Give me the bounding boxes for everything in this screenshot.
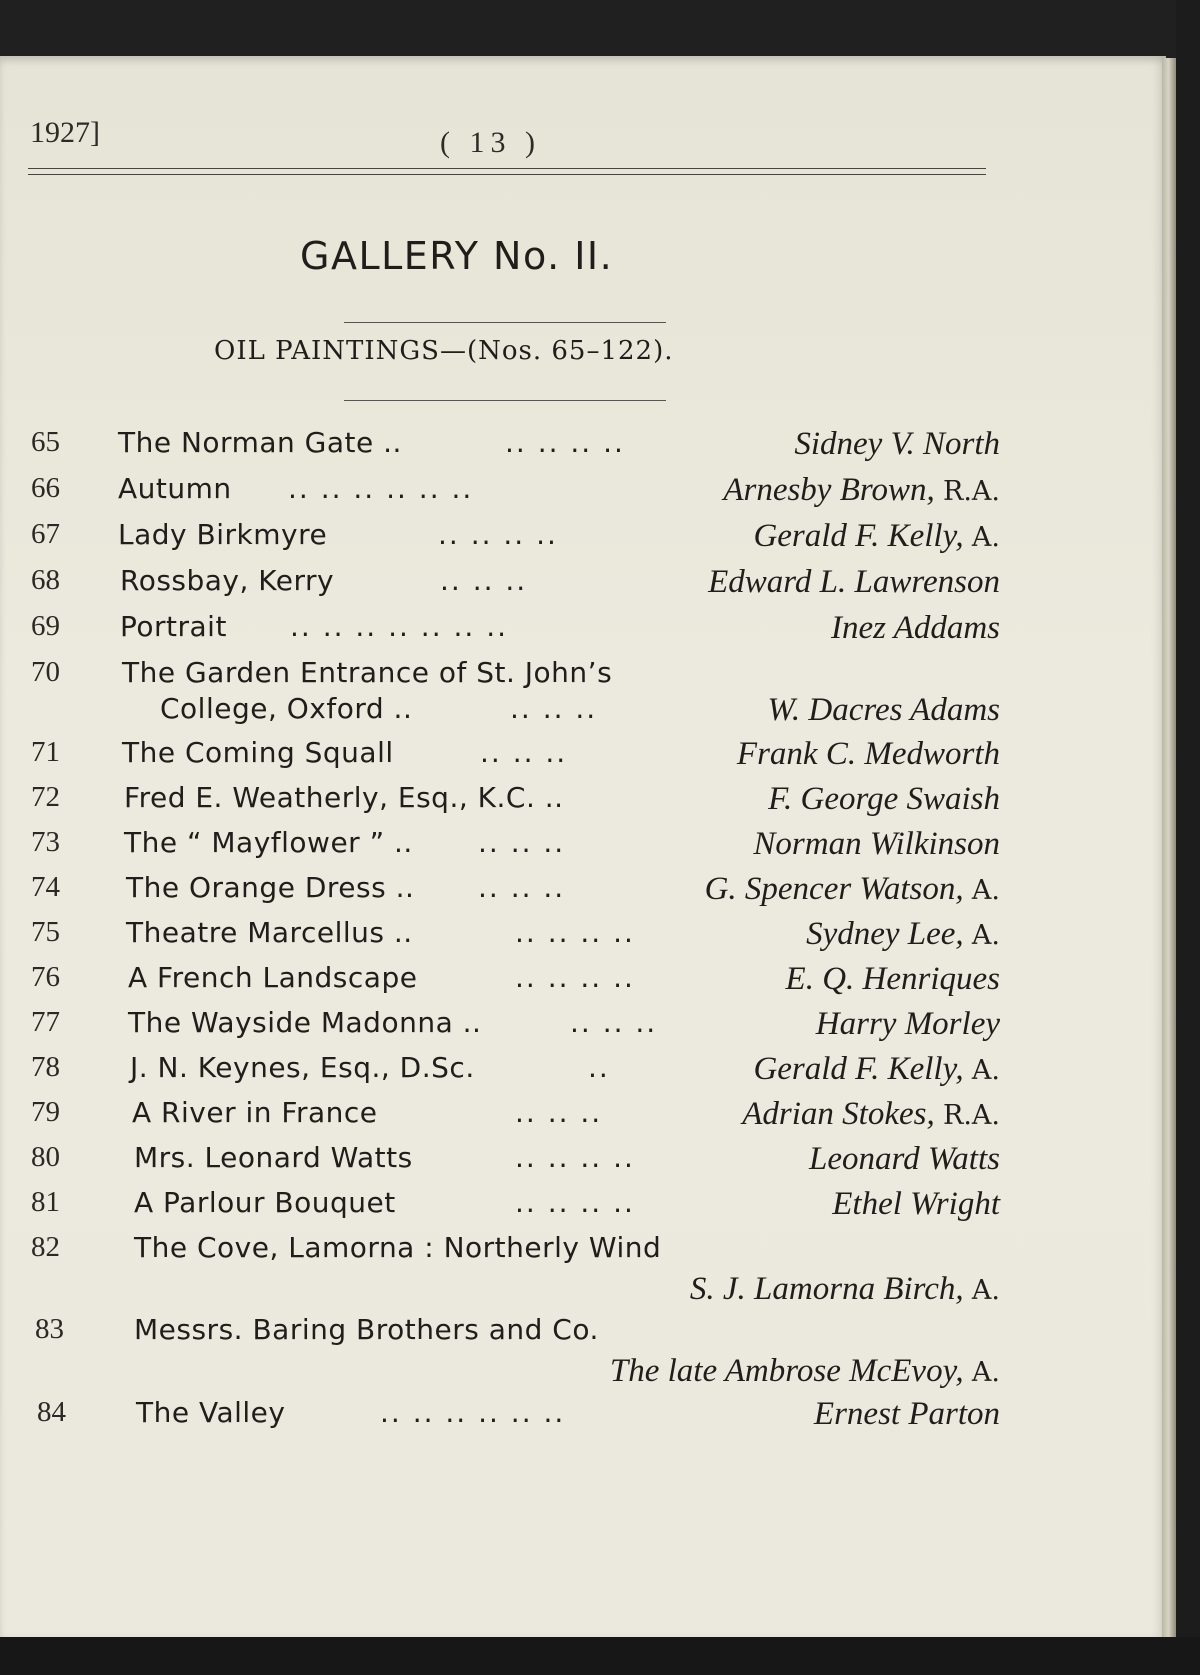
entry-number: 84 [37, 1396, 66, 1428]
artist-name: Ethel Wright [832, 1186, 1000, 1222]
entry-title: The Wayside Madonna .. [128, 1006, 482, 1039]
header-double-rule [28, 168, 986, 175]
artist-suffix: A. [971, 1357, 1000, 1388]
artist-name: Norman Wilkinson [753, 826, 1000, 862]
artist-name: Leonard Watts [808, 1141, 1000, 1177]
page-number: ( 13 ) [440, 126, 541, 159]
leader-dots: .. .. .. [480, 736, 568, 769]
catalogue-entry [0, 826, 1000, 870]
catalogue-entry [0, 518, 1000, 562]
catalogue-entry [0, 781, 1000, 825]
entry-title-continued: College, Oxford .. [160, 692, 413, 725]
entry-artist [831, 610, 1000, 647]
gallery-title: GALLERY No. II. [300, 234, 614, 278]
entry-artist [753, 826, 1000, 863]
artist-name: Inez Addams [831, 610, 1000, 646]
artist-name: F. George Swaish [768, 781, 1000, 817]
artist-suffix: A. [971, 1275, 1000, 1306]
entry-artist [768, 781, 1000, 818]
entry-artist [742, 1096, 1000, 1133]
entry-number: 72 [31, 781, 60, 813]
leader-dots: .. .. .. [510, 692, 598, 725]
book-page [0, 56, 1166, 1641]
entry-title: Fred E. Weatherly, Esq., K.C. .. [124, 781, 564, 814]
artist-name: Ernest Parton [813, 1396, 1000, 1432]
entry-title: The Coming Squall [122, 736, 394, 769]
entry-title: A French Landscape [128, 961, 418, 994]
leader-dots: .. .. .. .. [515, 961, 635, 994]
page-edge [1162, 58, 1176, 1643]
leader-dots: .. .. .. [478, 871, 566, 904]
section-subtitle: OIL PAINTINGS—(Nos. 65–122). [214, 336, 674, 366]
title-rule-top [344, 322, 666, 323]
catalogue-entry [0, 1096, 1000, 1140]
entry-number: 82 [31, 1231, 60, 1263]
entry-number: 73 [31, 826, 60, 858]
catalogue-entry [0, 1186, 1000, 1230]
entry-artist [814, 1396, 1000, 1433]
background-bottom [0, 1637, 1200, 1675]
entry-artist [767, 692, 1000, 729]
artist-name: G. Spencer Watson, [704, 871, 964, 907]
leader-dots: .. .. .. .. .. .. [288, 472, 474, 505]
entry-title: Theatre Marcellus .. [126, 916, 413, 949]
entry-title: The Orange Dress .. [126, 871, 415, 904]
title-rule-bottom [344, 400, 666, 401]
catalogue-entry [0, 961, 1000, 1005]
entry-title: Messrs. Baring Brothers and Co. [134, 1313, 599, 1346]
entry-artist [794, 426, 1000, 463]
entry-number: 83 [35, 1313, 64, 1345]
entry-number: 81 [31, 1186, 60, 1218]
artist-name: Harry Morley [815, 1006, 1000, 1042]
entry-number: 70 [31, 656, 60, 688]
leader-dots: .. .. .. [440, 564, 528, 597]
entry-artist [809, 1141, 1000, 1178]
catalogue-entry [0, 871, 1000, 915]
entry-title: J. N. Keynes, Esq., D.Sc. [130, 1051, 475, 1084]
artist-name: Gerald F. Kelly, [753, 1051, 964, 1087]
leader-dots: .. .. .. .. [515, 916, 635, 949]
catalogue-entry [0, 610, 1000, 654]
artist-suffix: A. [971, 875, 1000, 906]
artist-name: S. J. Lamorna Birch, [689, 1271, 964, 1307]
catalogue-entry [0, 1141, 1000, 1185]
entry-title: The Valley [136, 1396, 286, 1429]
leader-dots: .. [588, 1051, 610, 1084]
artist-name: Gerald F. Kelly, [753, 518, 964, 554]
entry-number: 66 [31, 472, 60, 504]
artist-name: Arnesby Brown, [723, 472, 935, 508]
catalogue-entry [0, 426, 1000, 470]
catalogue-entry [0, 564, 1000, 608]
leader-dots: .. .. .. .. .. .. .. [290, 610, 509, 643]
artist-name: Sidney V. North [794, 426, 1000, 462]
entry-number: 74 [31, 871, 60, 903]
entry-number: 76 [31, 961, 60, 993]
entry-number: 68 [31, 564, 60, 596]
entry-artist [723, 472, 1000, 509]
catalogue-entry [0, 1006, 1000, 1050]
entry-number: 75 [31, 916, 60, 948]
running-head-year: 1927] [30, 116, 100, 149]
catalogue-entry [0, 1051, 1000, 1095]
entry-title: A Parlour Bouquet [134, 1186, 396, 1219]
catalogue-entry [0, 1313, 1000, 1395]
entry-number: 71 [31, 736, 60, 768]
leader-dots: .. .. .. [570, 1006, 658, 1039]
entry-number: 79 [31, 1096, 60, 1128]
artist-suffix: R.A. [943, 476, 1000, 507]
artist-suffix: A. [971, 920, 1000, 951]
artist-name: E. Q. Henriques [785, 961, 1000, 997]
artist-suffix: R.A. [943, 1100, 1000, 1131]
entry-artist [737, 736, 1000, 773]
entry-title: A River in France [132, 1096, 378, 1129]
entry-artist [610, 1353, 1000, 1390]
entry-artist [832, 1186, 1000, 1223]
entry-number: 65 [31, 426, 60, 458]
entry-number: 78 [31, 1051, 60, 1083]
catalogue-entry [0, 1231, 1000, 1313]
leader-dots: .. .. .. .. [438, 518, 558, 551]
catalogue-entry [0, 472, 1000, 516]
entry-artist [786, 961, 1000, 998]
entry-number: 67 [31, 518, 60, 550]
entry-artist [705, 871, 1000, 908]
entry-title: Portrait [120, 610, 227, 643]
artist-name: Sydney Lee, [806, 916, 964, 952]
entry-title: Autumn [118, 472, 232, 505]
entry-title: The “ Mayflower ” .. [124, 826, 413, 859]
artist-suffix: A. [971, 522, 1000, 553]
entry-artist [708, 564, 1000, 601]
entry-number: 77 [31, 1006, 60, 1038]
catalogue-entry [0, 916, 1000, 960]
catalogue-entry [0, 1396, 1000, 1440]
leader-dots: .. .. .. .. [505, 426, 625, 459]
catalogue-entry [0, 656, 1000, 736]
entry-artist [816, 1006, 1000, 1043]
leader-dots: .. .. .. .. [515, 1186, 635, 1219]
artist-name: Adrian Stokes, [742, 1096, 935, 1132]
entry-title: The Norman Gate .. [118, 426, 402, 459]
artist-name: Edward L. Lawrenson [708, 564, 1000, 600]
entry-artist [806, 916, 1000, 953]
artist-name: Frank C. Medworth [736, 736, 1000, 772]
background-right [1176, 0, 1200, 1675]
artist-suffix: A. [971, 1055, 1000, 1086]
entry-artist [753, 1051, 1000, 1088]
leader-dots: .. .. .. [478, 826, 566, 859]
entry-artist [690, 1271, 1000, 1308]
artist-name: The late Ambrose McEvoy, [609, 1353, 964, 1389]
entry-number: 80 [31, 1141, 60, 1173]
leader-dots: .. .. .. .. .. .. [380, 1396, 566, 1429]
background-top [0, 0, 1200, 62]
entry-number: 69 [31, 610, 60, 642]
entry-title: Lady Birkmyre [118, 518, 328, 551]
entry-artist [753, 518, 1000, 555]
leader-dots: .. .. .. .. [515, 1141, 635, 1174]
entry-title: The Cove, Lamorna : Northerly Wind [134, 1231, 662, 1264]
entry-title: The Garden Entrance of St. John’s [122, 656, 613, 689]
entry-title: Rossbay, Kerry [120, 564, 335, 597]
entry-title: Mrs. Leonard Watts [134, 1141, 413, 1174]
leader-dots: .. .. .. [515, 1096, 603, 1129]
catalogue-entry [0, 736, 1000, 780]
artist-name: W. Dacres Adams [767, 692, 1000, 728]
